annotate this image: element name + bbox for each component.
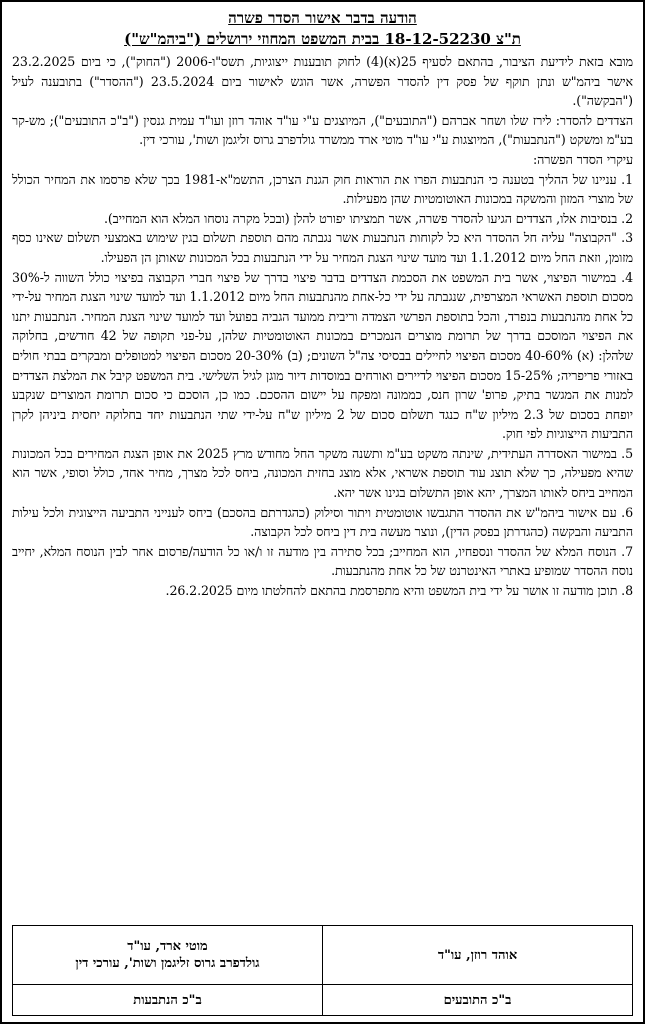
clause-1: 1. עניינו של ההליך בטענה כי הנתבעות הפרו את הוראות חוק הגנת הצרכן, התשמ"א-1981 בכך שלא פרסמו את המחיר הכולל של מוצרי המזון והמשקה במכונות האוטומטיות שהן מפעילות.	[12, 171, 633, 207]
parties-paragraph: הצדדים להסדר: לירז שלו ושחר אברהם ("התובעים"), המיוצגים ע"י עו"ד אוהד רוזן ועו"ד עמית גנסין ("ב"כ התובעים"); מש-קר בע"מ ומשקט ("הנתבעות"), המיוצגות ע"י עו"ד מוטי ארד ממשרד גולדפרב גרוס זליגמן ושות', עורכי דין.	[12, 112, 633, 148]
clause-2: 2. בנסיבות אלו, הצדדים הגיעו להסדר פשרה, אשר תמציתו יפורט להלן (ובכל מקרה נוסחו המלא הוא המחייב).	[103, 210, 633, 226]
plaintiffs-counsel-name	[323, 926, 633, 985]
defendants-counsel-name	[13, 926, 323, 985]
case-number: ת"צ 18-12-52230 בבית המשפט המחוזי ירושלים ("ביהמ"ש")	[124, 30, 521, 48]
plaintiffs-counsel-name-text: אוהד רוזן, עו"ד	[437, 947, 518, 963]
clause-4: 4. במישור הפיצוי, אשר בית המשפט את הסכמת הצדדים בדבר פיצוי בדרך של פיצוי חברי הקבוצה בפיצוי כולל השווה ל-30% מסכום תוספת האשראי המצרפית, שנגבתה על ידי כל-אחת מהנתבעות החל מיום 1.1.2012 ועד למועד שינוי הצגת המחיר על-ידי כל אחת מהנתבעות בנפרד, והכל בתוספת הפרשי הצמדה וריבית ממועד הגביה בפועל ועד למועד שינוי הצגת המחיר. הנתבעות יתנו את הפיצוי המוסכם בדרך של תרומת מוצרים הנמכרים במכונות האוטומטיות שלהן, על-פני תקופה של 42 חודשים, בחלוקה שלהלן: (א) 40-60% מסכום הפיצוי לחיילים בבסיסי צה"ל השונים; (ב) 20-30% מסכום הפיצוי למטופלים ומבקרים בבתי חולים באזורי פריפריה; 15-25% מסכום הפיצוי לדיירים ואורחים במוסדות דיור מוגן לגיל השלישי. בית המשפט קיבל את המלצת הצדדים למנות את המגשר בתיק, פרופ' שרון חנס, כממונה ומפקח על יישום ההסכם. כמו כן, הוסכם כי סכום תרומת המוצרים שנקבע יופחת בסכום של 2.3 מיליון ש"ח כנגד תשלום סכום של 2 מיליון ש"ח על-ידי שתי הנתבעות יחד בחלוקה יחסית ביניהן לקרן התביעות הייצוגיות לפי חוק.	[12, 269, 633, 442]
settlement-heading: עיקרי הסדר הפשרה:	[532, 151, 633, 167]
clause-8: 8. תוכן מודעה זו אושר על ידי בית המשפט והיא מתפרסמת בהתאם להחלטתו מיום 26.2.2025.	[165, 583, 633, 599]
plaintiffs-counsel-role: ב"כ התובעים	[323, 985, 633, 1016]
signature-table	[12, 925, 633, 1016]
clause-3: 3. "הקבוצה" עליה חל ההסדר היא כל לקוחות הנתבעות אשר נגבתה מהם תוספת תשלום בגין שימוש באמצעי תשלום שאינו כסף מזומן, וזאת החל מיום 1.1.2012 ועד מועד שינוי הצגת המחיר על ידי הנתבעות בכל המכונות שאותן הן הפעילו.	[12, 230, 633, 265]
intro-paragraph: מובא בזאת לידיעת הציבור, בהתאם לסעיף 25(א)(4) לחוק תובענות ייצוגיות, תשס"ו-2006 ("החוק"), כי ביום 23.2.2025 אישר ביהמ"ש ונתן תוקף של פסק דין להסדר הפשרה, אשר הוגש לאישור ביום 23.5.2024 ("ההסדר") בתובענה לעיל ("הבקשה").	[12, 54, 633, 109]
defendants-counsel-name-line2: גולדפרב גרוס זליגמן ושות', עורכי דין	[75, 956, 260, 971]
clause-7: 7. הנוסח המלא של ההסדר ונספחיו, הוא המחייב; בכל סתירה בין מודעה זו ו/או כל הודעה/פרסום אחר לבין הנוסח המלא, יחייב נוסח ההסדר שמופיע באתרי האינטרנט של כל אחת מהנתבעות.	[12, 543, 633, 579]
notice-title: הודעה בדבר אישור הסדר פשרה	[228, 9, 417, 27]
notice-body	[12, 52, 633, 601]
defendants-counsel-name-line1: מוטי ארד, עו"ד	[127, 939, 208, 954]
clause-6: 6. עם אישור ביהמ"ש את ההסדר התגבשו אוטומטית ויתור וסילוק (כהגדרתם בהסכם) ביחס לענייני התביעה הייצוגית ולכל עילות התביעה והבקשה (כהגדרתן בפסק הדין), ונוצר מעשה בית דין ביחס לכל הקבוצה.	[12, 504, 633, 540]
defendants-counsel-role: ב"כ הנתבעות	[13, 985, 323, 1016]
clause-5: 5. במישור האסדרה העתידית, שינתה משקט בע"מ ותשנה משקר החל מחודש מרץ 2025 את אופן הצגת המחירים בכל המכונות שהיא מפעילה, כך שלא תוצג עוד תוספת אשראי, אלא מוצג בחזית המכונה, ביחס לכל מצרך, מחיר אחד, כולל וסופי, אשר הוא המחייב ביחס לאותו המצרך, יהא אופן התשלום בגינו אשר יהא.	[12, 445, 633, 501]
